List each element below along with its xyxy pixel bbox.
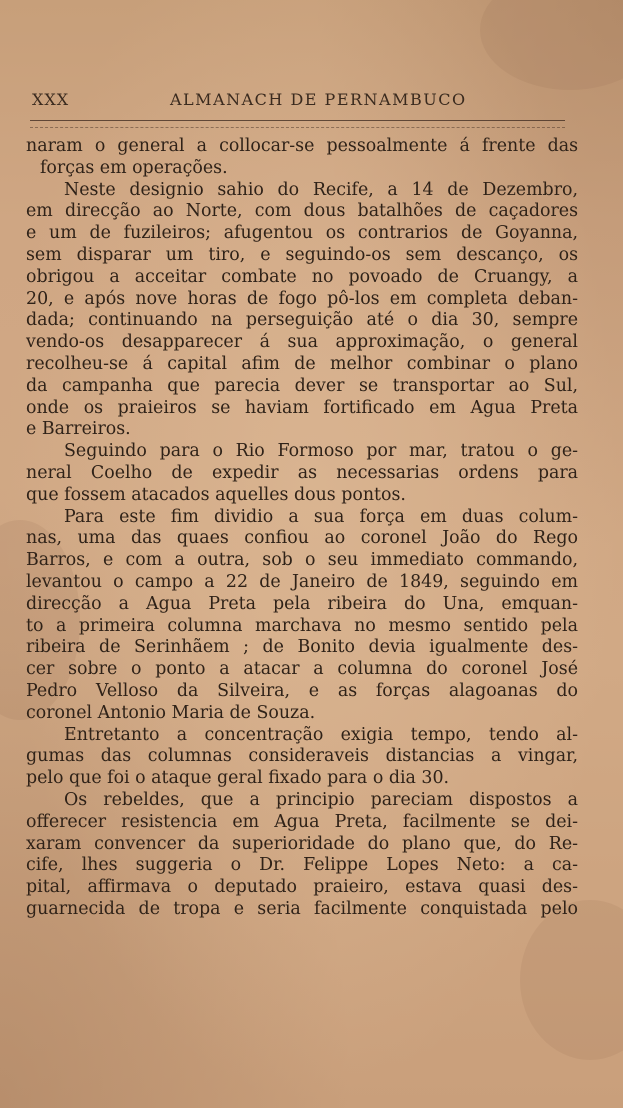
text-line: forças em operações. [40,157,228,178]
text-line: Pedro Velloso da Silveira, e as forças alagoanas do [26,680,578,701]
text-line: naram o general a collocar-se pessoalmente á frente das [26,136,578,156]
text-line: nas, uma das quaes confiou ao coronel João do Rego [26,528,578,549]
text-line: xaram convencer da superioridade do plano que, do Re- [26,833,578,854]
text-line: pital, affirmava o deputado praieiro, estava quasi des- [26,877,578,898]
header-rule [30,120,565,128]
text-line: vendo-os desapparecer á sua approximação, o general [26,332,578,353]
page-body-text [26,136,578,921]
text-line: recolheu-se á capital afim de melhor combinar o plano [26,353,578,374]
paper-stain [520,900,623,1060]
running-title: ALMANACH DE PERNAMBUCO [170,90,467,109]
page-header [28,90,588,112]
page-folio: XXX [32,90,70,109]
text-line: levantou o campo a 22 de Janeiro de 1849, seguindo em [26,571,578,592]
text-line: que fossem atacados aquelles dous pontos. [26,484,406,505]
text-line: Para este fim dividio a sua força em duas colum- [64,506,578,527]
text-line: Barros, e com a outra, sob o seu immediato commando, [26,550,578,571]
text-line: Entretanto a concentração exigia tempo, tendo al- [64,724,578,745]
text-line: da campanha que parecia dever se transportar ao Sul, [26,375,578,396]
text-line: obrigou a acceitar combate no povoado de Cruangy, a [26,266,578,287]
text-line: neral Coelho de expedir as necessarias ordens para [26,462,578,483]
text-line: Seguindo para o Rio Formoso por mar, tratou o ge- [64,441,578,462]
text-line: sem disparar um tiro, e seguindo-os sem descanço, os [26,244,578,265]
text-line: Os rebeldes, que a principio pareciam dispostos a [64,789,578,810]
text-line: cer sobre o ponto a atacar a columna do coronel José [26,659,578,680]
text-line: offerecer resistencia em Agua Preta, facilmente se dei- [26,811,578,832]
paper-stain [480,0,623,90]
text-line: coronel Antonio Maria de Souza. [26,702,316,723]
text-line: em direcção ao Norte, com dous batalhões de caçadores [26,201,578,222]
text-line: to a primeira columna marchava no mesmo sentido pela [26,615,578,636]
text-line: direcção a Agua Preta pela ribeira do Una, emquan- [26,593,578,614]
text-line: e um de fuzileiros; afugentou os contrarios de Goyanna, [26,223,578,244]
text-line: dada; continuando na perseguição até o dia 30, sempre [26,310,578,331]
text-line: Neste designio sahio do Recife, a 14 de Dezembro, [64,179,578,200]
text-line: gumas das columnas consideraveis distancias a vingar, [26,746,578,767]
text-line: guarnecida de tropa e seria facilmente conquistada pelo [26,898,578,919]
text-line: 20, e após nove horas de fogo pô-los em completa deban- [26,288,578,309]
text-line: e Barreiros. [26,419,131,440]
text-line: ribeira de Serinhãem ; de Bonito devia igualmente des- [26,637,578,658]
text-line: onde os praieiros se haviam fortificado em Agua Preta [26,397,578,418]
text-line: pelo que foi o ataque geral fixado para o dia 30. [26,768,450,789]
text-line: cife, lhes suggeria o Dr. Felippe Lopes Neto: a ca- [26,855,578,876]
